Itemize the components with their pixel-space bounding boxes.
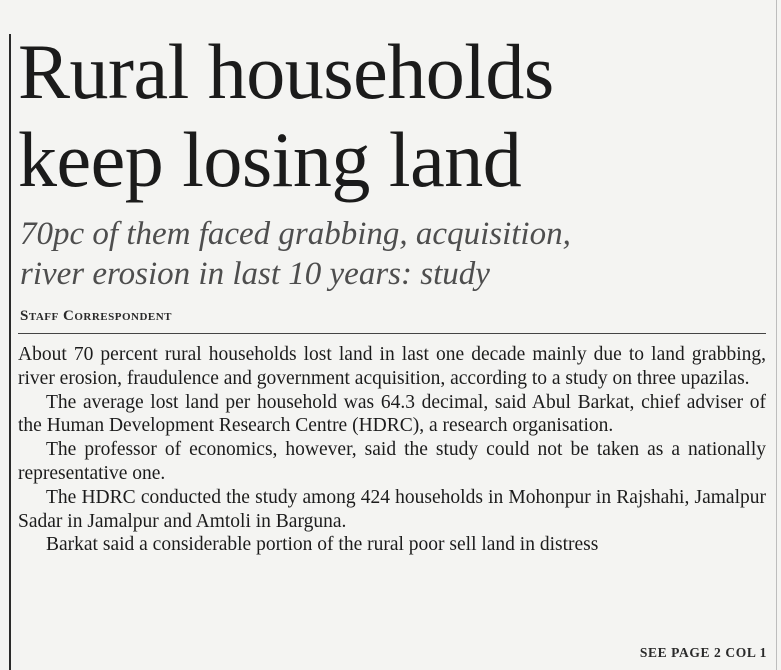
paragraph-1: About 70 percent rural households lost land in last one decade mainly due to land grabbing, river erosion, fraudulence and government acquisition, according to a study on three upazilas.: [18, 344, 766, 389]
headline: [18, 28, 758, 204]
byline-divider: [18, 333, 766, 334]
subheadline-line-1: 70pc of them faced grabbing, acquisition,: [20, 216, 571, 252]
paragraph-4: The HDRC conducted the study among 424 households in Mohonpur in Rajshahi, Jamalpur Sadar in Jamalpur and Amtoli in Barguna.: [18, 486, 766, 532]
headline-line-1: Rural households: [18, 28, 554, 115]
paragraph-5: Barkat said a considerable portion of the rural poor sell land in distress: [46, 534, 599, 556]
headline-line-2: keep losing land: [18, 116, 522, 203]
left-column-rule: [9, 34, 11, 670]
article-body: [18, 343, 766, 557]
continuation-note: SEE PAGE 2 COL 1: [639, 645, 767, 660]
right-edge-rule: [776, 0, 777, 670]
subheadline-line-2: river erosion in last 10 years: study: [20, 256, 490, 292]
subheadline: [20, 214, 760, 294]
byline: Staff Correspondent: [20, 308, 173, 324]
paragraph-3: The professor of economics, however, said the study could not be taken as a nationally representative one.: [18, 439, 766, 484]
paragraph-2: The average lost land per household was 64.3 decimal, said Abul Barkat, chief adviser of the Human Development Research Centre (HDRC), a research organisation.: [18, 391, 766, 437]
